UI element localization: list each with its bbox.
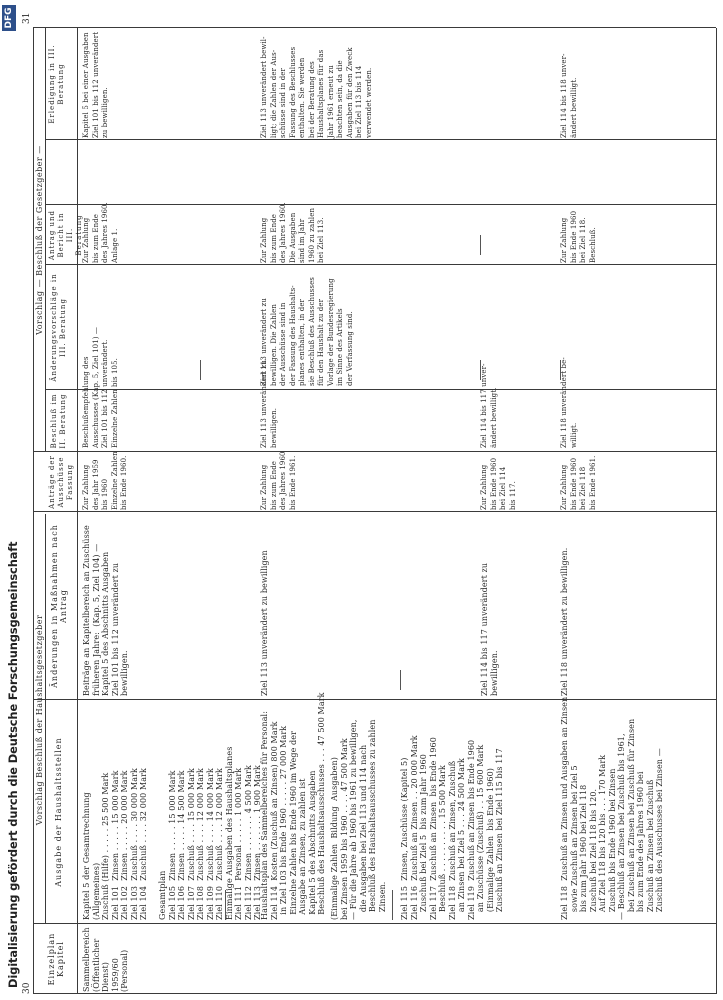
header-spanner-rule xyxy=(45,514,46,924)
row2-items: Gesamtplan Ziel 105 Zinsen . . . . . 15 000 Mark Ziel 106 Zinsen . . . . . 14 500 Mark Ziel 107 Zuschuß . . . . 15 000 Mark Ziel 108 Zuschuß . . . . 12 000 Mark Ziel 109 Zuschuß . . . . 14 000 Mark Ziel 110 Zuschuß . . . . 12 000 Mark Einmalige Ausgaben des Haushaltsplanes Ziel 111 Personal . . . . . 1 000 Mark Ziel 112 Zinsen . . . . . . . 4 500 Mark Ziel 113 Zinsen . . . . . . . 1 900 Mark xyxy=(158,746,262,920)
row3-changes: Ziel 113 unverändert zu bewilligen xyxy=(260,550,269,696)
empty-cell-dash xyxy=(480,360,481,380)
row1-committee: Zur Zahlung des Jahr 1959 bis 1960 Einzelne Zahlen bis Ende 1960. xyxy=(82,451,128,510)
header-col-proposals: Änderungsvorschläge in III. Beratung xyxy=(50,273,67,382)
column-rule xyxy=(45,389,716,390)
empty-cell-dash xyxy=(480,235,481,255)
column-rule xyxy=(33,511,716,512)
row6-decision: Ziel 118 unverändert be- willigt. xyxy=(560,357,578,448)
column-rule xyxy=(33,27,716,28)
page-number-right: 31 xyxy=(22,12,32,24)
row1-result: Kapitel 5 bei einer Ausgaben Ziel 101 bis 112 unverändert zu bewilligen. xyxy=(82,31,109,138)
column-rule xyxy=(45,204,716,205)
row5-committee: Zur Zahlung bis Ende 1960 bei Ziel 114 bis 117. xyxy=(480,457,517,510)
row6-items: Ziel 118 Zuschuß an Zinsen und Ausgaben an Zinsen sowie Zuschuß an Zinsen bei Ziel 5 bis zum Jahr 1960 bei Ziel 118 Zuschuß bei Ziel 118 bis 120. Auf Ziel 118 bis 120 bis . . . 170 Mark Zuschuß bis Ende 1960 bei Zinsen — Beschluß an Zinsen bei Zuschuß bis 1961, bei Zuschuß an Zinsen bei Zuschuß für Zinsen bis zum Ende des Jahres 1960 bei Zuschuß an Zinsen bei Zuschuß Zuschuß des Ausschusses bei Zinsen — xyxy=(560,696,664,920)
row3-items: Haushaltsplan des Sammelbereiches für Personal: Ziel 114 Kosten (Zuschuß an Zinsen) 800 Mark in Ziel 103 bis Ende 1960 . . . . . 27 000 Mark Einzelne Zahlen bis Ende 1960 im Wege der Ausgabe an Zinsen, zu zahlen ist Kapitel 5 des Abschnitts Ausgaben Beschluß des Haushaltsausschusses . . . 47 500 Mark xyxy=(260,692,326,920)
page-number-left: 30 xyxy=(22,982,32,994)
empty-cell-dash xyxy=(200,360,201,380)
row5-decision: Ziel 114 bis 117 unver- ändert bewilligt. xyxy=(480,363,498,448)
row3-committee: Zur Zahlung bis zum Ende des Jahres 1960 bis Ende 1961. xyxy=(260,451,297,510)
row5-changes: Ziel 114 bis 117 unverändert zu bewilligen. xyxy=(480,562,499,696)
column-rule xyxy=(33,993,716,994)
row4-items: (Einmalige Zahlen Bildung Ausgaben) bei Zinsen 1959 bis 1960 . . . . 47 500 Mark — Für die Jahre ab 1960 bis 1961 zu bewilligen, die Ausgaben bei Ziel 113 und 114 nach Beschluß des Haushaltsausschusses zu zahlen Zinsen. xyxy=(330,719,387,920)
column-rule xyxy=(45,264,716,265)
row3-proposals: Ziel 113 unverändert zu bewilligen. Die Zahlen der Ausschüsse sind in der Fassung des Haushalts- planes enthalten, in der sie Beschluß des Ausschusses für den Haushalt zu der Vorlage der Bundesregierung im Sinne des Artikels der Verfassung sind. xyxy=(260,277,354,386)
row3-decision: Ziel 113 unverändert zu bewilligen. xyxy=(260,360,278,448)
row1-decision: Beschlußempfehlung des Ausschusses (Kap. 5, Ziel 101) — Ziel 101 bis 112 unverändert. Einzelne Zahlen bis 105. xyxy=(82,326,119,448)
column-rule xyxy=(33,699,716,700)
row6-result: Ziel 114 bis 118 unver- ändert bewilligt. xyxy=(560,53,578,138)
row6-report: Zur Zahlung bis Ende 1960 bei Ziel 118. Beschluß. xyxy=(560,210,597,263)
header-col-committee: Anträge der Ausschüsse Fassung xyxy=(48,455,74,509)
row1-chapter: Sammelbereich (Öffentlicher Dienst) 1959/60 (Personal) xyxy=(82,927,129,992)
header-col-report: Antrag und Bericht in III. Beratung xyxy=(48,209,83,261)
row1-changes: Beiträge an Kapitelbereich an Zuschüsse früheren Jahre: (Kap. 5, Ziel 104) — Kapitel 5 des Abschnitts Ausgaben Ziel 101 bis 112 unverändert zu bewilligen. xyxy=(82,525,129,696)
header-col-result: Erledigung in III. Beratung xyxy=(48,44,65,124)
column-rule xyxy=(45,139,716,140)
row6-committee: Zur Zahlung bis Ende 1960 bei Ziel 118 bis Ende 1961. xyxy=(560,455,597,510)
row5-items: Ziel 115 Zinsen, Zuschüsse (Kapitel 5) Ziel 116 Zuschuß an Zinsen . . 20 000 Mark Zuschuß bei Ziel 5 bis zum Jahr 1960 Ziel 117 Zuschuß an Zinsen bis Ende 1960 Beschluß . . . . . . . . . . 15 500 Mark Ziel 118 Zuschuß an Zinsen, Zuschuß an Zinsen bei Ziel 5 . . . 24 500 Mark Ziel 119 Zuschuß an Zinsen bis Ende 1960 an Zuschüsse (Zuschuß) . . 15 600 Mark (Einmalige Zahlen bis Ende 1960) Zuschuß an Zinsen bei Ziel 115 bis 117 xyxy=(400,735,504,920)
row-divider xyxy=(392,890,393,920)
header-col-chapter: Einzelplan Kapitel xyxy=(47,932,65,986)
header-spanner-rule xyxy=(45,28,46,452)
column-rule xyxy=(33,451,716,452)
empty-cell-dash xyxy=(560,360,561,380)
column-rule xyxy=(33,923,716,924)
table-bottom-rule xyxy=(716,28,717,994)
header-spanner-left: Vorschlag Beschluß der Haushaltsgesetzgeber xyxy=(35,614,44,826)
header-spanner-right: Vorschlag — Beschluß der Gesetzgeber — xyxy=(35,145,44,335)
dfg-logo: DFG xyxy=(2,5,16,31)
row6-changes: Ziel 118 unverändert zu bewilligen. xyxy=(560,547,569,696)
header-col-items: Ausgabe der Haushaltsstellen xyxy=(54,737,63,887)
digitization-notice: Digitalisierung gefördert durch die Deutsche Forschungsgemeinschaft xyxy=(6,541,20,988)
row3-result: Ziel 113 unverändert bewil- ligt; die Zahlen der Aus- schüsse sind in der Fassung des Beschlusses enthalten. Sie werden bei der Beratung des Haushaltsplanes für das Jahr 1961 erneut zu beachten sein, da die Ausgaben für den Zweck bei Ziel 113 bis 114 verwendet werden. xyxy=(260,36,373,138)
header-col-decision: Beschluß im II. Beratung xyxy=(50,393,67,449)
row3-report: Zur Zahlung bis zum Ende des Jahres 1960. Die Ausgaben sind im Jahr 1960 zu zahlen bei Ziel 113. xyxy=(260,202,325,263)
row1-items: Kapitel 5 der Gesamtrechnung (Allgemeines) Zuschuß (Hilfe) . . . . . 25 500 Mark Ziel 101 Zinsen . . . . . 15 000 Mark Ziel 102 Zinsen . . . . . 20 000 Mark Ziel 103 Zuschuß . . . . 30 000 Mark Ziel 104 Zuschuß . . . . 32 000 Mark xyxy=(82,767,148,920)
row-divider xyxy=(225,890,226,920)
empty-cell-dash xyxy=(400,670,401,690)
header-col-changes: Änderungen in Maßnahmen nach Antrag xyxy=(50,524,68,688)
row1-report: Zur Zahlung bis zum Ende des Jahres 1960. Anlage 1. xyxy=(82,202,119,263)
